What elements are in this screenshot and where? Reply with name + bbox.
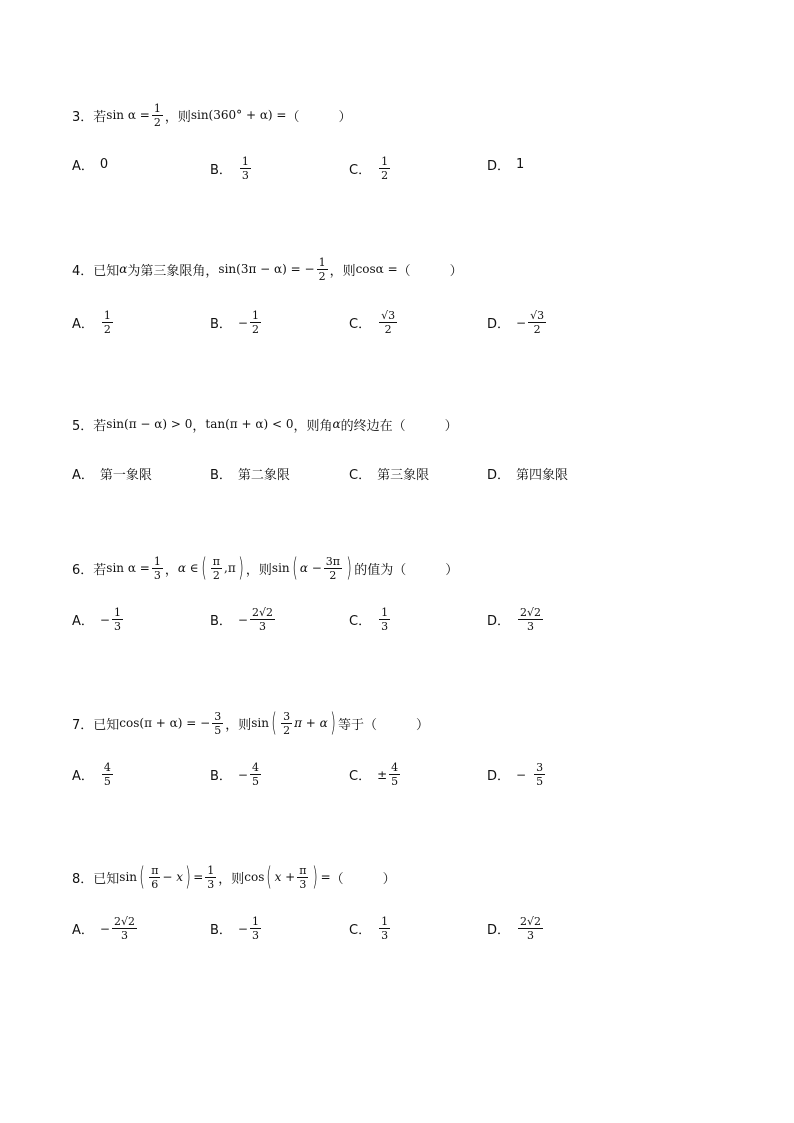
option-a[interactable]: A． $\frac{4}{5}$ <box>72 761 111 788</box>
fraction: $\frac{\pi}{2}$ <box>212 554 221 582</box>
question-stem: 5． 若 sin(π − α) > 0 ， tan(π + α) < 0 ，则角 α 的终边在 （ ） <box>72 409 458 439</box>
option-a[interactable]: A． 第一象限 <box>72 468 152 483</box>
option-d[interactable]: D． − $\frac{√3}{2}$ <box>487 309 545 336</box>
answer-blank: （ ） <box>330 871 396 887</box>
answer-blank: （ ） <box>392 418 458 434</box>
option-b[interactable]: B． − $\frac{1}{3}$ <box>210 915 259 942</box>
option-a[interactable]: A． − $\frac{2√2}{3}$ <box>72 915 135 942</box>
option-b[interactable]: B． 第二象限 <box>210 468 290 483</box>
fraction: $\frac{\pi}{6}$ <box>151 863 159 891</box>
question-number: 6． <box>72 562 94 578</box>
question-stem: 6． 若 sin α = $\frac{1}{3}$ ， α ∈ ( $\frac{\pi}{2}$ , π ) ，则 sin ( α − $\frac{3\pi}{2}$ ) 的值为 （ ） <box>72 553 459 583</box>
option-c[interactable]: C． $\frac{1}{2}$ <box>349 155 389 182</box>
option-d[interactable]: D． − $\frac{3}{5}$ <box>487 761 544 788</box>
answer-blank: （ ） <box>286 109 352 125</box>
question-number: 3． <box>72 109 94 125</box>
answer-blank: （ ） <box>393 562 459 578</box>
option-d[interactable]: D． $\frac{2√2}{3}$ <box>487 606 542 633</box>
question-stem: 8． 已知 sin ( $\frac{\pi}{6}$ − x ) = $\frac{1}{3}$ ，则 cos ( x + $\frac{\pi}{3}$ ) = （ ） <box>72 862 396 892</box>
fraction: $\frac{3}{5}$ <box>214 709 222 737</box>
option-c[interactable]: C． 第三象限 <box>349 468 430 483</box>
question-stem: 7． 已知 cos(π + α) = − $\frac{3}{5}$ ，则 sin ( $\frac{3}{2}$ π + α ) 等于 （ ） <box>72 708 429 738</box>
option-c[interactable]: C． $\frac{1}{3}$ <box>349 606 389 633</box>
question-number: 4． <box>72 263 94 279</box>
question-number: 7． <box>72 717 94 733</box>
option-a[interactable]: A． 0 <box>72 157 109 174</box>
option-d[interactable]: D． 第四象限 <box>487 468 569 483</box>
fraction: $\frac{1}{3}$ <box>153 554 161 582</box>
question-number: 8． <box>72 871 94 887</box>
option-c[interactable]: C． ± $\frac{4}{5}$ <box>349 761 399 788</box>
option-a[interactable]: A． $\frac{1}{2}$ <box>72 309 111 336</box>
option-c[interactable]: C． $\frac{√3}{2}$ <box>349 309 396 336</box>
option-b[interactable]: B． − $\frac{4}{5}$ <box>210 761 259 788</box>
fraction: $\frac{1}{2}$ <box>153 101 161 129</box>
question-stem: 3． 若 sin α = $\frac{1}{2}$ ，则 sin(360° + α) = （ ） <box>72 101 352 129</box>
option-b[interactable]: B． − $\frac{1}{2}$ <box>210 309 259 336</box>
question-number: 5． <box>72 418 94 434</box>
option-c[interactable]: C． $\frac{1}{3}$ <box>349 915 389 942</box>
fraction: $\frac{\pi}{3}$ <box>299 863 307 891</box>
fraction: $\frac{3\pi}{2}$ <box>325 554 341 582</box>
option-b[interactable]: B． − $\frac{2√2}{3}$ <box>210 606 273 633</box>
fraction: $\frac{1}{2}$ <box>318 255 326 283</box>
option-b[interactable]: B． $\frac{1}{3}$ <box>210 155 249 182</box>
option-a[interactable]: A． − $\frac{1}{3}$ <box>72 606 121 633</box>
option-d[interactable]: D． $\frac{2√2}{3}$ <box>487 915 542 942</box>
answer-blank: （ ） <box>397 263 463 279</box>
fraction: $\frac{3}{2}$ <box>283 709 291 737</box>
question-stem: 4． 已知 α 为第三象限角， sin(3π − α) = − $\frac{1}{2}$ ，则 cosα = （ ） <box>72 255 463 283</box>
fraction: $\frac{1}{3}$ <box>207 863 215 891</box>
option-d[interactable]: D． 1 <box>487 157 525 174</box>
answer-blank: （ ） <box>363 717 429 733</box>
